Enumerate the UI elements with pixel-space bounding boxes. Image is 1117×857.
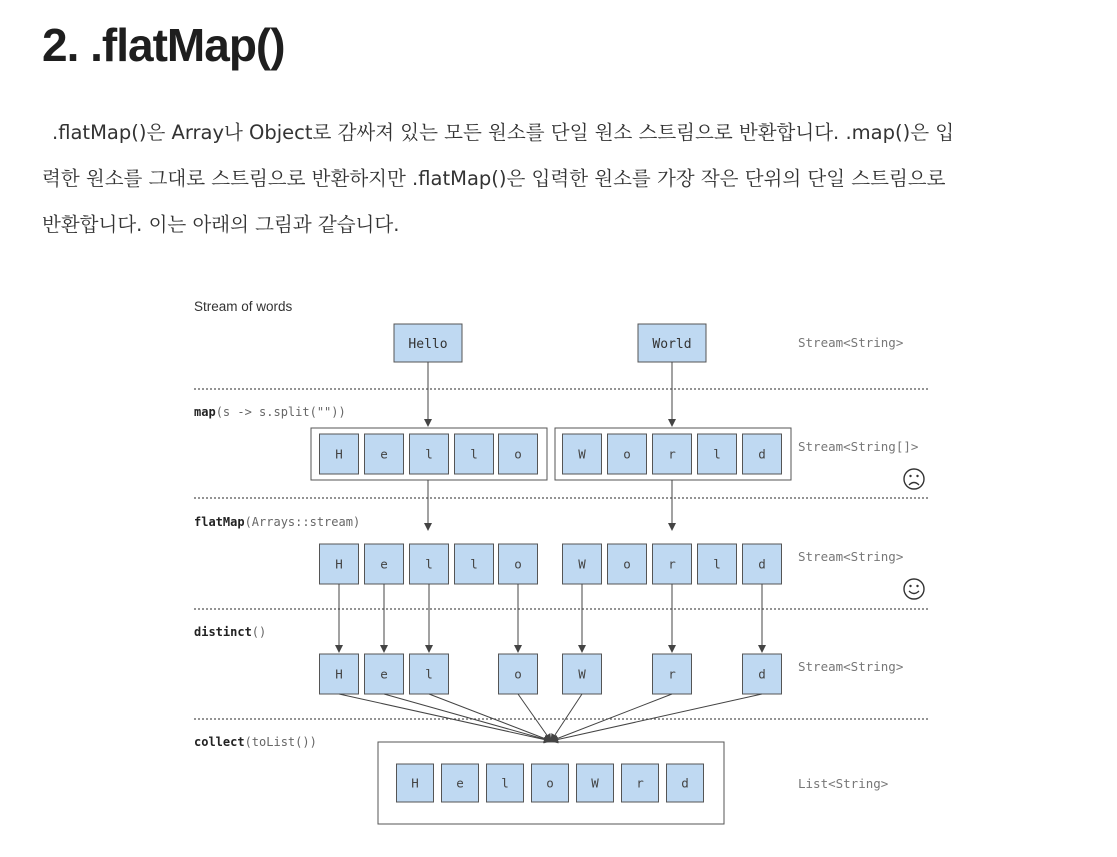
distinct-char-label: e	[380, 666, 388, 682]
map-world-char-label: r	[668, 446, 676, 462]
diagram-title: Stream of words	[194, 299, 293, 314]
flatmap-char-label: l	[713, 556, 721, 572]
collect-char-label: W	[591, 775, 599, 791]
collect-char-label: o	[546, 775, 554, 791]
map-hello-char-label: e	[380, 446, 388, 462]
map-world-char-label: o	[623, 446, 631, 462]
flow-arrow	[551, 694, 672, 741]
flow-arrow	[551, 694, 582, 741]
map-world-char-label: d	[758, 446, 766, 462]
collect-char-label: H	[411, 775, 419, 791]
paragraph-line: .flatMap()은 Array나 Object로 감싸져 있는 모든 원소를 단일 원소 스트림으로 반환합니다. .map()은 입	[52, 121, 955, 144]
distinct-char-label: o	[514, 666, 522, 682]
paragraph-line: 력한 원소를 그대로 스트림으로 반환하지만 .flatMap()은 입력한 원소를 가장 작은 단위의 단일 스트림으로	[42, 167, 946, 190]
map-world-char-label: W	[578, 446, 586, 462]
map-hello-char-label: H	[335, 446, 343, 462]
flatmap-char-label: r	[668, 556, 676, 572]
flatmap-char-label: o	[514, 556, 522, 572]
flatmap-char-label: o	[623, 556, 631, 572]
distinct-char-label: W	[578, 666, 586, 682]
word-hello: Hello	[408, 337, 448, 352]
collect-char-label: r	[636, 775, 644, 791]
sad-face-icon	[904, 469, 924, 489]
type-label: Stream<String>	[798, 659, 904, 674]
stage-label-flatmap: flatMap(Arrays::stream)	[194, 515, 361, 529]
distinct-char-label: l	[425, 666, 433, 682]
page-title: 2. .flatMap()	[42, 19, 285, 71]
collect-char-label: e	[456, 775, 464, 791]
distinct-char-label: H	[335, 666, 343, 682]
flow-arrow	[384, 694, 551, 741]
collect-char-label: l	[501, 775, 509, 791]
flatmap-char-label: d	[758, 556, 766, 572]
collect-char-label: d	[681, 775, 689, 791]
flow-arrow	[339, 694, 551, 741]
map-hello-char-label: l	[470, 446, 478, 462]
flatmap-char-label: l	[425, 556, 433, 572]
map-hello-char-label: o	[514, 446, 522, 462]
distinct-char-label: d	[758, 666, 766, 682]
flow-arrow	[518, 694, 551, 741]
type-label: Stream<String>	[798, 335, 904, 350]
stage-label-collect: collect(toList())	[194, 735, 317, 749]
type-label: Stream<String>	[798, 549, 904, 564]
map-world-char-label: l	[713, 446, 721, 462]
type-label: Stream<String[]>	[798, 439, 919, 454]
happy-face-icon	[904, 579, 924, 599]
word-world: World	[652, 337, 692, 352]
distinct-char-label: r	[668, 666, 676, 682]
stage-label-map: map(s -> s.split(""))	[194, 405, 346, 419]
map-hello-char-label: l	[425, 446, 433, 462]
type-label: List<String>	[798, 776, 889, 791]
flatmap-char-label: W	[578, 556, 586, 572]
paragraph-line: 반환합니다. 이는 아래의 그림과 같습니다.	[42, 213, 400, 236]
flatmap-char-label: e	[380, 556, 388, 572]
flatmap-char-label: H	[335, 556, 343, 572]
flow-arrow	[551, 694, 762, 741]
flatmap-char-label: l	[470, 556, 478, 572]
stage-label-distinct: distinct()	[194, 625, 267, 639]
